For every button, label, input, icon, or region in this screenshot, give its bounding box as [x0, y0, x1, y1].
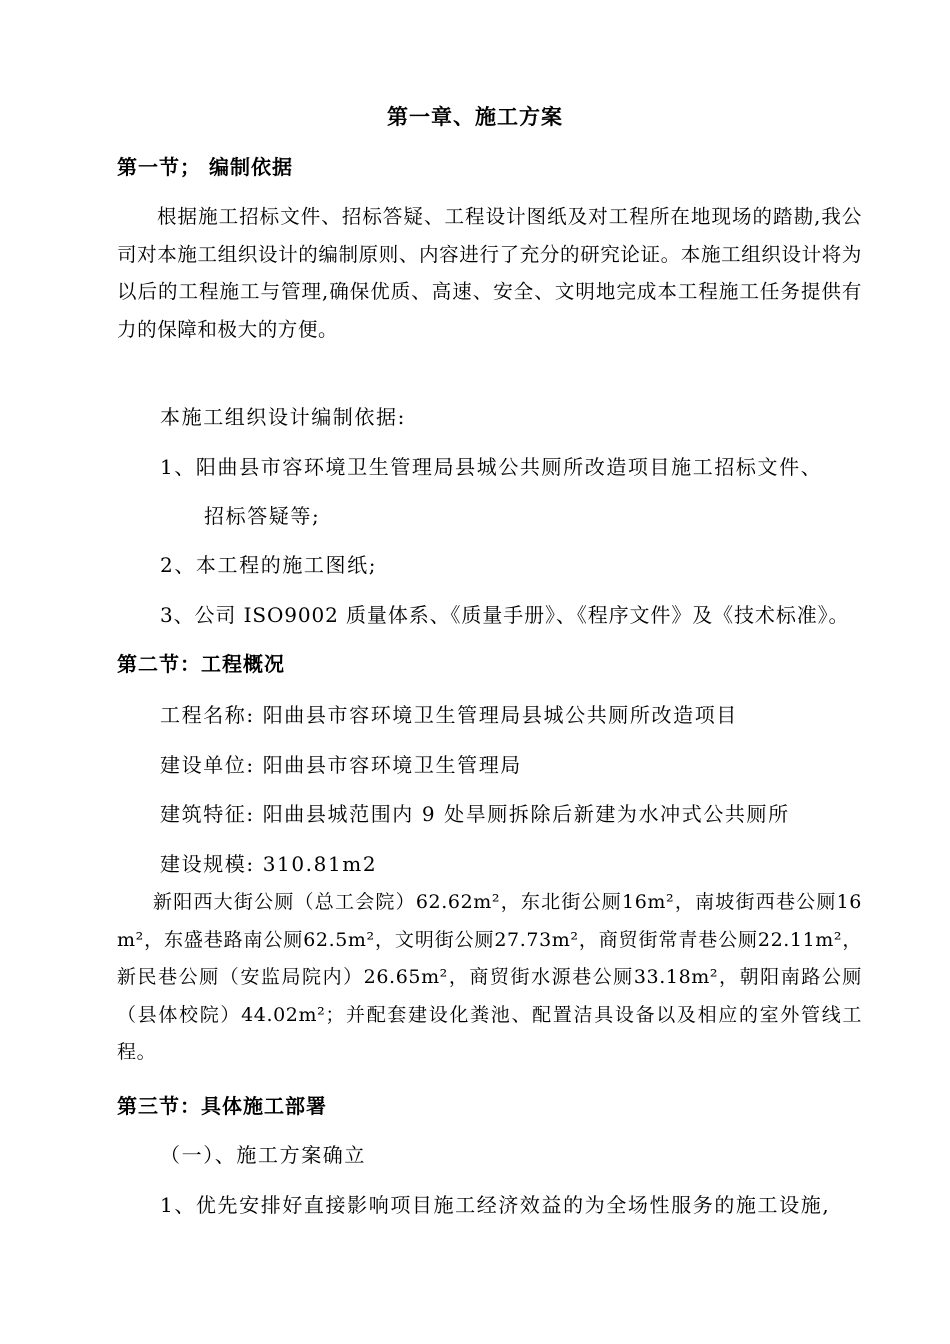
section2-heading: 第二节：工程概况 — [117, 652, 285, 676]
construction-scale: 建设规模: 310.81m2 — [160, 852, 378, 876]
basis-item-1-cont: 招标答疑等; — [204, 504, 321, 528]
chapter-title: 第一章、施工方案 — [387, 104, 563, 129]
basis-label: 本施工组织设计编制依据: — [160, 405, 406, 429]
project-name: 工程名称: 阳曲县市容环境卫生管理局县城公共厕所改造项目 — [160, 703, 738, 727]
section3-heading: 第三节：具体施工部署 — [117, 1094, 327, 1118]
scale-detail-paragraph: 新阳西大街公厕（总工会院）62.62m²，东北街公厕16m²，南坡街西巷公厕16m²，东盛巷路南公厕62.5m²，文明街公厕27.73m²，商贸街常青巷公厕22.11m²，新民巷公厕（安监局院内）26.65m²，商贸街水源巷公厕33.18m²，朝阳南路公厕（县体校院）44.02m²；并配套建设化粪池、配置洁具设备以及相应的室外管线工程。 — [117, 891, 862, 1063]
basis-item-1: 1、阳曲县市容环境卫生管理局县城公共厕所改造项目施工招标文件、 — [160, 455, 823, 479]
basis-item-2: 2、本工程的施工图纸; — [160, 553, 378, 577]
section1-heading: 第一节； 编制依据 — [117, 155, 293, 179]
plan-item-1: 1、优先安排好直接影响项目施工经济效益的为全场性服务的施工设施, — [160, 1193, 831, 1217]
section1-intro-paragraph: 根据施工招标文件、招标答疑、工程设计图纸及对工程所在地现场的踏勘,我公司对本施工组织设计的编制原则、内容进行了充分的研究论证。本施工组织设计将为以后的工程施工与管理,确保优质、高速、安全、文明地完成本工程施工任务提供有力的保障和极大的方便。 — [117, 205, 862, 341]
plan-sub-heading: （一）、施工方案确立 — [160, 1143, 366, 1167]
building-features: 建筑特征: 阳曲县城范围内 9 处旱厕拆除后新建为水冲式公共厕所 — [160, 802, 790, 826]
basis-item-3: 3、公司 ISO9002 质量体系、《质量手册》、《程序文件》及《技术标准》。 — [160, 603, 850, 627]
client-unit: 建设单位: 阳曲县市容环境卫生管理局 — [160, 753, 522, 777]
